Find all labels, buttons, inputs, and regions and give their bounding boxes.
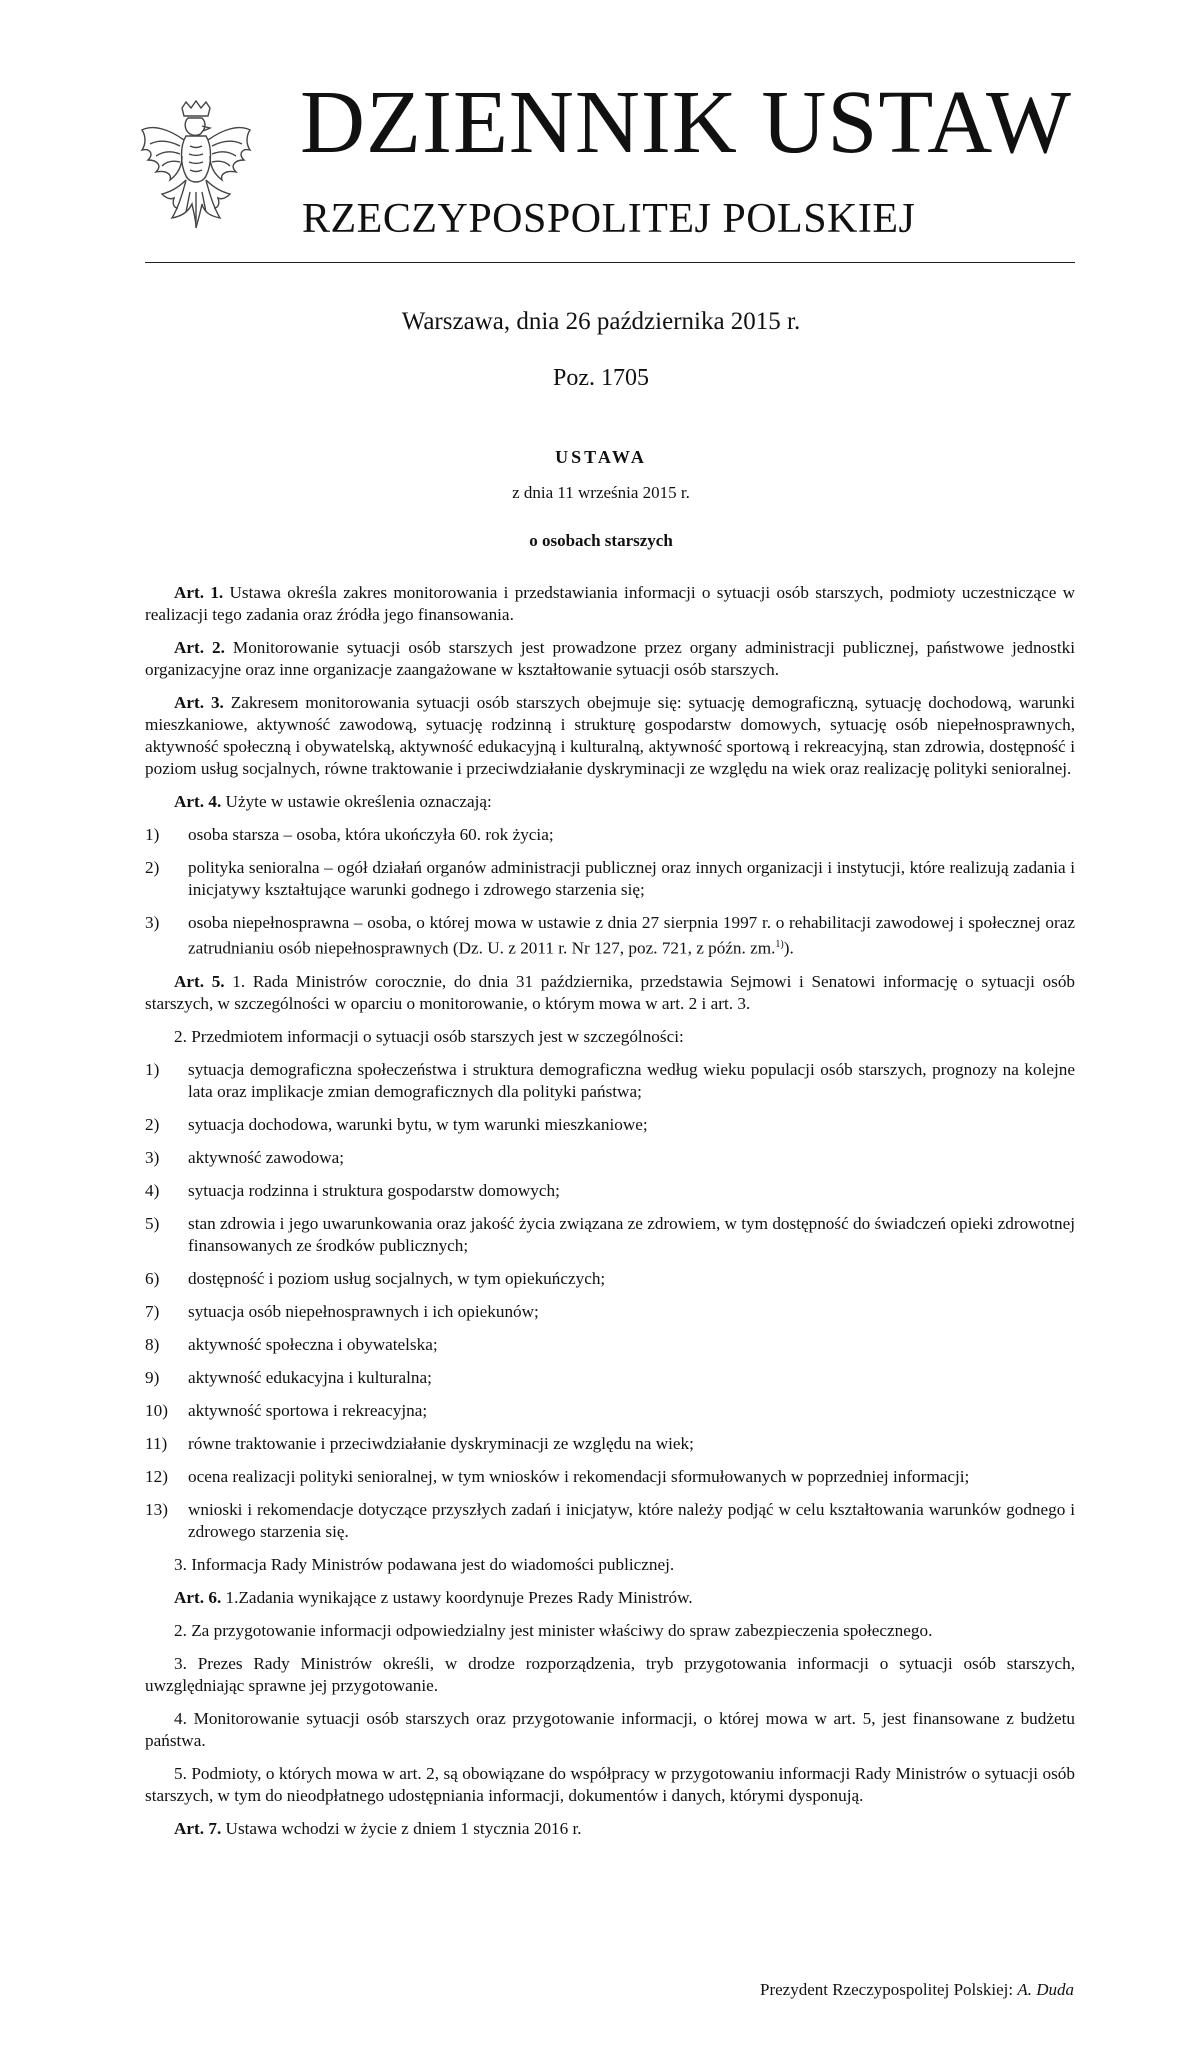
article-text: Ustawa określa zakres monitorowania i przedstawiania informacji o sytuacji osób starszych, podmioty uczestniczące w realizacji tego zadania oraz źródła jego finansowania. (145, 583, 1075, 624)
article-5-paragraph-3: 3. Informacja Rady Ministrów podawana jest do wiadomości publicznej. (174, 1554, 675, 1574)
list-item-number: 4) (145, 1180, 160, 1200)
article-label: Art. 4. (174, 792, 222, 811)
list-item-number: 2) (145, 858, 160, 877)
list-item (145, 1059, 1075, 1103)
masthead-title: DZIENNIK USTAW (300, 73, 1072, 172)
article-7 (145, 1818, 1075, 1840)
signature-name: A. Duda (1017, 1980, 1074, 1999)
act-body (145, 582, 1075, 1851)
list-item-text: dostępność i poziom usług socjalnych, w tym opiekuńczych; (188, 1268, 606, 1288)
list-item (145, 1334, 1075, 1356)
list-item-number: 11) (145, 1433, 168, 1453)
article-2 (145, 637, 1075, 681)
list-item-number: 13) (145, 1499, 168, 1519)
list-item-number: 9) (145, 1367, 160, 1387)
article-5-paragraph-2: 2. Przedmiotem informacji o sytuacji osób starszych jest w szczególności: (174, 1026, 684, 1046)
article-6-paragraph-3: 3. Prezes Rady Ministrów określi, w drodze rozporządzenia, tryb przygotowania informacji o sytuacji osób starszych, uwzględniając sprawne jej przygotowanie. (145, 1653, 1075, 1695)
list-item (145, 1400, 1075, 1422)
list-item-text: aktywność społeczna i obywatelska; (188, 1334, 438, 1354)
list-item (145, 1433, 1075, 1455)
list-item-number: 3) (145, 1147, 160, 1167)
signature-role: Prezydent Rzeczypospolitej Polskiej: (760, 1980, 1014, 1999)
article-text: Monitorowanie sytuacji osób starszych jest prowadzone przez organy administracji publicznej, państwowe jednostki organizacyjne oraz inne organizacje zaangażowane w kształtowanie sytuacji osób starszych. (145, 638, 1075, 679)
list-item-number: 10) (145, 1400, 168, 1420)
masthead-divider (145, 262, 1075, 263)
article-text: Użyte w ustawie określenia oznaczają: (225, 792, 492, 811)
article-label: Art. 3. (174, 693, 224, 712)
list-item-text: osoba starsza – osoba, która ukończyła 60. rok życia; (188, 825, 554, 844)
article-label: Art. 7. (174, 1818, 222, 1838)
list-item-text: sytuacja rodzinna i struktura gospodarstw domowych; (188, 1180, 560, 1200)
list-item-text: sytuacja osób niepełnosprawnych i ich opiekunów; (188, 1301, 539, 1321)
list-item-number: 12) (145, 1466, 168, 1486)
list-item (145, 824, 1075, 846)
list-item-text: aktywność edukacyjna i kulturalna; (188, 1367, 432, 1387)
list-item (145, 1466, 1075, 1488)
list-item (145, 1213, 1075, 1257)
list-item-text: sytuacja dochodowa, warunki bytu, w tym warunki mieszkaniowe; (188, 1114, 648, 1134)
article-4 (145, 791, 1075, 813)
act-title: o osobach starszych (529, 531, 673, 550)
list-item-number: 7) (145, 1301, 160, 1321)
article-label: Art. 1. (174, 583, 224, 602)
list-item (145, 1268, 1075, 1290)
list-item (145, 1301, 1075, 1323)
list-item-number: 1) (145, 825, 160, 844)
polish-eagle-emblem-icon (136, 100, 256, 245)
article-label: Art. 5. (174, 971, 225, 991)
list-item-text: aktywność sportowa i rekreacyjna; (188, 1400, 428, 1420)
list-item (145, 912, 1075, 960)
article-text: 1. Rada Ministrów corocznie, do dnia 31 października, przedstawia Sejmowi i Senatowi informację o sytuacji osób starszych, w szczególności w oparciu o monitorowanie, o którym mowa w art. 2 i art. 3. (145, 971, 1076, 1013)
article-text: Zakresem monitorowania sytuacji osób starszych obejmuje się: sytuację demograficzną, sytuację dochodową, warunki mieszkaniowe, aktywność zawodową, sytuację rodzinną i strukturę gospodarstw domowych, sytuację osób niepełnosprawnych, aktywność społeczną i obywatelską, aktywność edukacyjną i kulturalną, aktywność sportową i rekreacyjną, stan zdrowia, dostępność i poziom usług socjalnych, równe traktowanie i przeciwdziałanie dyskryminacji ze względu na wiek oraz realizację polityki senioralnej. (145, 693, 1076, 778)
position-number: Poz. 1705 (553, 365, 649, 391)
article-3 (145, 692, 1075, 780)
list-item-number: 8) (145, 1334, 160, 1354)
act-type: USTAWA (555, 447, 647, 467)
article-6-paragraph-5: 5. Podmioty, o których mowa w art. 2, są obowiązane do współpracy w przygotowaniu informacji Rady Ministrów o sytuacji osób starszych, w tym do nieodpłatnego udostępniania informacji, dokumentów i danych, którymi dysponują. (145, 1763, 1075, 1805)
list-item (145, 1367, 1075, 1389)
article-6-paragraph-1 (145, 1587, 1075, 1609)
list-item (145, 1180, 1075, 1202)
article-text: 1.Zadania wynikające z ustawy koordynuje Prezes Rady Ministrów. (225, 1587, 693, 1607)
signature (760, 1980, 1074, 2000)
list-item-number: 3) (145, 913, 160, 932)
list-item (145, 857, 1075, 901)
list-item-text: aktywność zawodowa; (188, 1147, 345, 1167)
footnote-marker: 1) (775, 939, 784, 950)
article-label: Art. 2. (174, 638, 225, 657)
list-item-text: sytuacja demograficzna społeczeństwa i struktura demograficzna według wieku populacji osób starszych, prognozy na kolejne lata oraz implikacje zmian demograficznych dla polityki państwa; (188, 1059, 1075, 1101)
list-item-text: polityka senioralna – ogół działań organów administracji publicznej oraz innych organizacji i instytucji, które realizują zadania i inicjatywy kształtujące warunki godnego i zdrowego starzenia się; (188, 858, 1075, 899)
list-item-number: 6) (145, 1268, 160, 1288)
list-item-text: osoba niepełnosprawna – osoba, o której mowa w ustawie z dnia 27 sierpnia 1997 r. o rehabilitacji zawodowej i społecznej oraz zatrudnianiu osób niepełnosprawnych (Dz. U. z 2011 r. Nr 127, poz. 721, z późn. zm. (188, 913, 1075, 958)
list-item-text: równe traktowanie i przeciwdziałanie dyskryminacji ze względu na wiek; (188, 1433, 694, 1453)
list-item (145, 1499, 1075, 1543)
list-item-text: wnioski i rekomendacje dotyczące przyszłych zadań i inicjatyw, które należy podjąć w celu kształtowania warunków godnego i zdrowego starzenia się. (188, 1499, 1075, 1541)
article-6-paragraph-4: 4. Monitorowanie sytuacji osób starszych oraz przygotowanie informacji, o której mowa w art. 5, jest finansowane z budżetu państwa. (145, 1708, 1075, 1750)
list-item-number: 5) (145, 1213, 160, 1233)
article-label: Art. 6. (174, 1587, 222, 1607)
article-text: Ustawa wchodzi w życie z dniem 1 stycznia 2016 r. (225, 1818, 582, 1838)
list-item (145, 1147, 1075, 1169)
list-item-text: ocena realizacji polityki senioralnej, w tym wniosków i rekomendacji sformułowanych w poprzedniej informacji; (188, 1466, 970, 1486)
article-5-paragraph-1 (145, 971, 1075, 1015)
list-item-tail: ). (783, 938, 794, 958)
act-date: z dnia 11 września 2015 r. (512, 483, 690, 502)
dateline: Warszawa, dnia 26 października 2015 r. (401, 308, 801, 335)
article-6-paragraph-2: 2. Za przygotowanie informacji odpowiedzialny jest minister właściwy do spraw zabezpieczenia społecznego. (174, 1620, 933, 1640)
list-item-number: 1) (145, 1059, 160, 1079)
article-1 (145, 582, 1075, 626)
list-item (145, 1114, 1075, 1136)
list-item-number: 2) (145, 1114, 160, 1134)
list-item-text: stan zdrowia i jego uwarunkowania oraz jakość życia związana ze zdrowiem, w tym dostępność do świadczeń opieki zdrowotnej finansowanych ze środków publicznych; (188, 1213, 1075, 1255)
masthead-subtitle: RZECZYPOSPOLITEJ POLSKIEJ (302, 196, 916, 242)
